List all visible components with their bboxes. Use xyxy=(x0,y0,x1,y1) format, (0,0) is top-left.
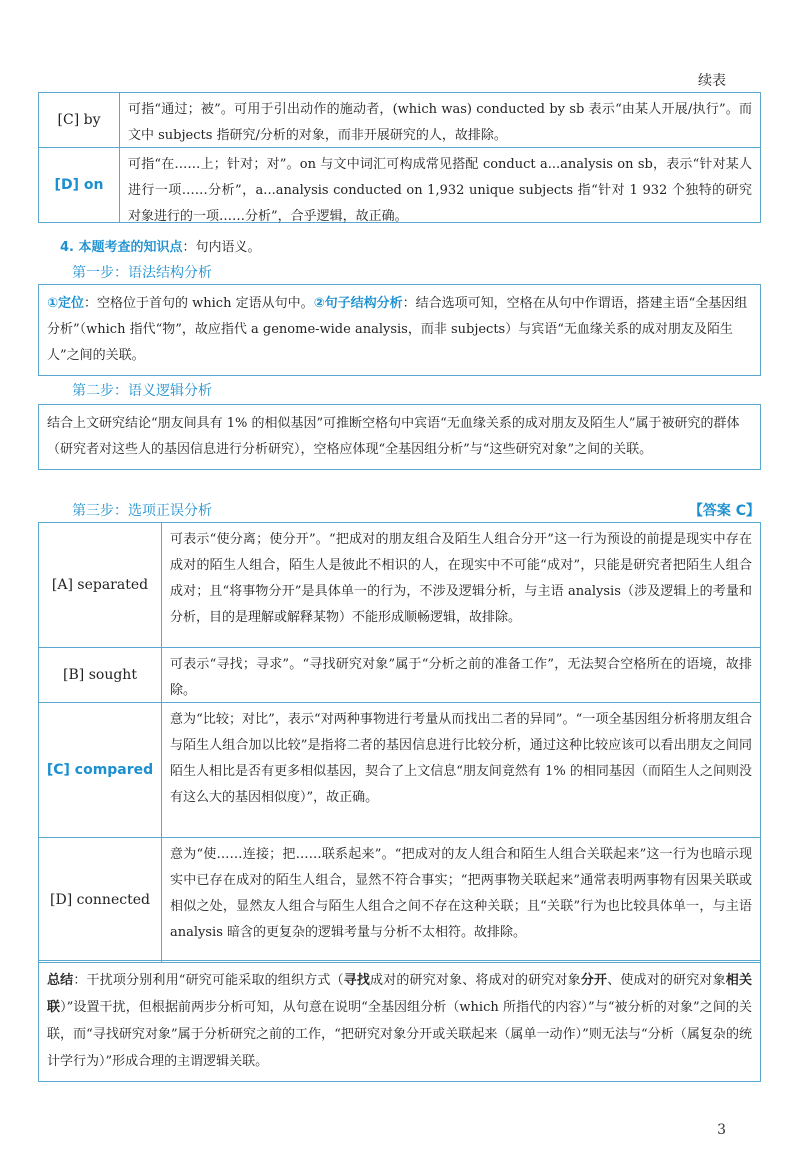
question-4-heading xyxy=(60,236,261,255)
table-row xyxy=(39,702,760,837)
locate-label: ①定位 xyxy=(47,296,85,311)
step1-title: 第一步：语法结构分析 xyxy=(72,265,212,281)
option-explanation: 意为“使……连接；把……联系起来”。“把成对的友人组合和陌生人组合关联起来”这一行为也暗示现实中已存在成对的陌生人组合，显然不符合事实；“把两事物关联起来”通常表明两事物有因果关联或相似之处，显然友人组合与陌生人组合之间不存在这种关联；且“关联”行为也比较具体单一，与主语 analysis 暗含的更复杂的逻辑考量与分析不太相符。故排除。 xyxy=(170,847,752,940)
summary-text: ）”设置干扰，但根据前两步分析可知，从句意在说明“全基因组分析（which 所指代的内容）”与“被分析的对象”之间的关联，而“寻找研究对象”属于分析研究之前的工作，“把研究对象分开或关联起来（属单一动作）”则无法与“分析（属复杂的统计学行为）”形成合理的主谓逻辑关联。 xyxy=(47,1000,752,1069)
option-explanation: 意为“比较；对比”，表示“对两种事物进行考量从而找出二者的异同”。“一项全基因组分析将朋友组合与陌生人组合加以比较”是指将二者的基因信息进行比较分析，通过这种比较应该可以看出朋友之间同陌生人相比是否有更多相似基因，契合了上文信息“朋友间竟然有 1% 的相同基因（而陌生人之间则没有这么大的基因相似度）”，故正确。 xyxy=(170,712,752,805)
question-topic: ：句内语义。 xyxy=(182,240,261,255)
summary-label: 总结 xyxy=(47,973,74,988)
table-row xyxy=(39,523,760,647)
table-row xyxy=(39,93,760,147)
option-explanation: 可指“在……上；针对；对”。on 与文中词汇可构成常见搭配 conduct a...analysis on sb，表示“针对某人进行一项……分析”，a...analysis conducted on 1,932 unique subjects 指“针对 1 932 个独特的研究对象进行的一项……分析”，合乎逻辑，故正确。 xyxy=(128,157,752,224)
question-number: 4. 本题考查的知识点 xyxy=(60,240,183,255)
locate-text: ：空格位于首句的 which 定语从句中。 xyxy=(84,296,314,311)
options-table-q3 xyxy=(38,92,761,223)
option-explanation: 可表示“使分离；使分开”。“把成对的朋友组合及陌生人组合分开”这一行为预设的前提是现实中存在成对的陌生人组合，陌生人是彼此不相识的人，在现实中不可能“成对”，只能是研究者把陌生人组合成对；且“将事物分开”是具体单一的行为，不涉及逻辑分析，与主语 analysis（涉及逻辑上的考量和分析，目的是理解或解释某物）不能形成顺畅逻辑，故排除。 xyxy=(170,532,752,625)
option-label: [A] separated xyxy=(39,523,162,647)
summary-text: 成对的研究对象、将成对的研究对象 xyxy=(370,973,581,988)
summary-text: ：干扰项分别利用“研究可能采取的组织方式（ xyxy=(73,973,344,988)
structure-text: ：结合选项可知，空格在从句中作谓语，搭建主语“全基因组分析”（which 指代“物”，故应指代 a genome-wide analysis，而非 subjects）与宾语“无血缘关系的成对朋友及陌生人”之间的关联。 xyxy=(47,296,748,363)
option-label-correct: [C] compared xyxy=(39,703,162,837)
step2-title: 第二步：语义逻辑分析 xyxy=(72,383,212,399)
continued-label: 续表 xyxy=(698,73,726,89)
table-row xyxy=(39,837,760,962)
option-label-correct: [D] on xyxy=(39,148,120,222)
option-explanation: 可指“通过；被”。可用于引出动作的施动者，(which was) conducted by sb 表示“由某人开展/执行”。而文中 subjects 指研究/分析的对象，而非开展研究的人，故排除。 xyxy=(128,102,752,143)
option-label: [B] sought xyxy=(39,648,162,702)
summary-emphasis: 分开 xyxy=(580,973,608,988)
structure-label: ②句子结构分析 xyxy=(313,296,403,311)
step2-box: 结合上文研究结论“朋友间具有 1% 的相似基因”可推断空格句中宾语“无血缘关系的成对朋友及陌生人”属于被研究的群体（研究者对这些人的基因信息进行分析研究），空格应体现“全基因组分析”与“这些研究对象”之间的关联。 xyxy=(38,404,761,470)
answer-badge: 【答案 C】 xyxy=(688,503,760,519)
step1-box xyxy=(38,284,761,376)
page-number: 3 xyxy=(717,1122,726,1138)
table-row xyxy=(39,647,760,702)
option-explanation: 可表示“寻找；寻求”。“寻找研究对象”属于“分析之前的准备工作”，无法契合空格所在的语境，故排除。 xyxy=(170,657,752,698)
table-row xyxy=(39,147,760,222)
options-table-q4 xyxy=(38,522,761,963)
option-label: [C] by xyxy=(39,93,120,147)
summary-box xyxy=(38,960,761,1082)
summary-text: 、使成对的研究对象 xyxy=(607,973,726,988)
summary-emphasis: 相关联 xyxy=(47,973,752,1015)
step3-title: 第三步：选项正误分析 xyxy=(72,503,212,519)
summary-emphasis: 寻找 xyxy=(343,973,371,988)
option-label: [D] connected xyxy=(39,838,162,962)
